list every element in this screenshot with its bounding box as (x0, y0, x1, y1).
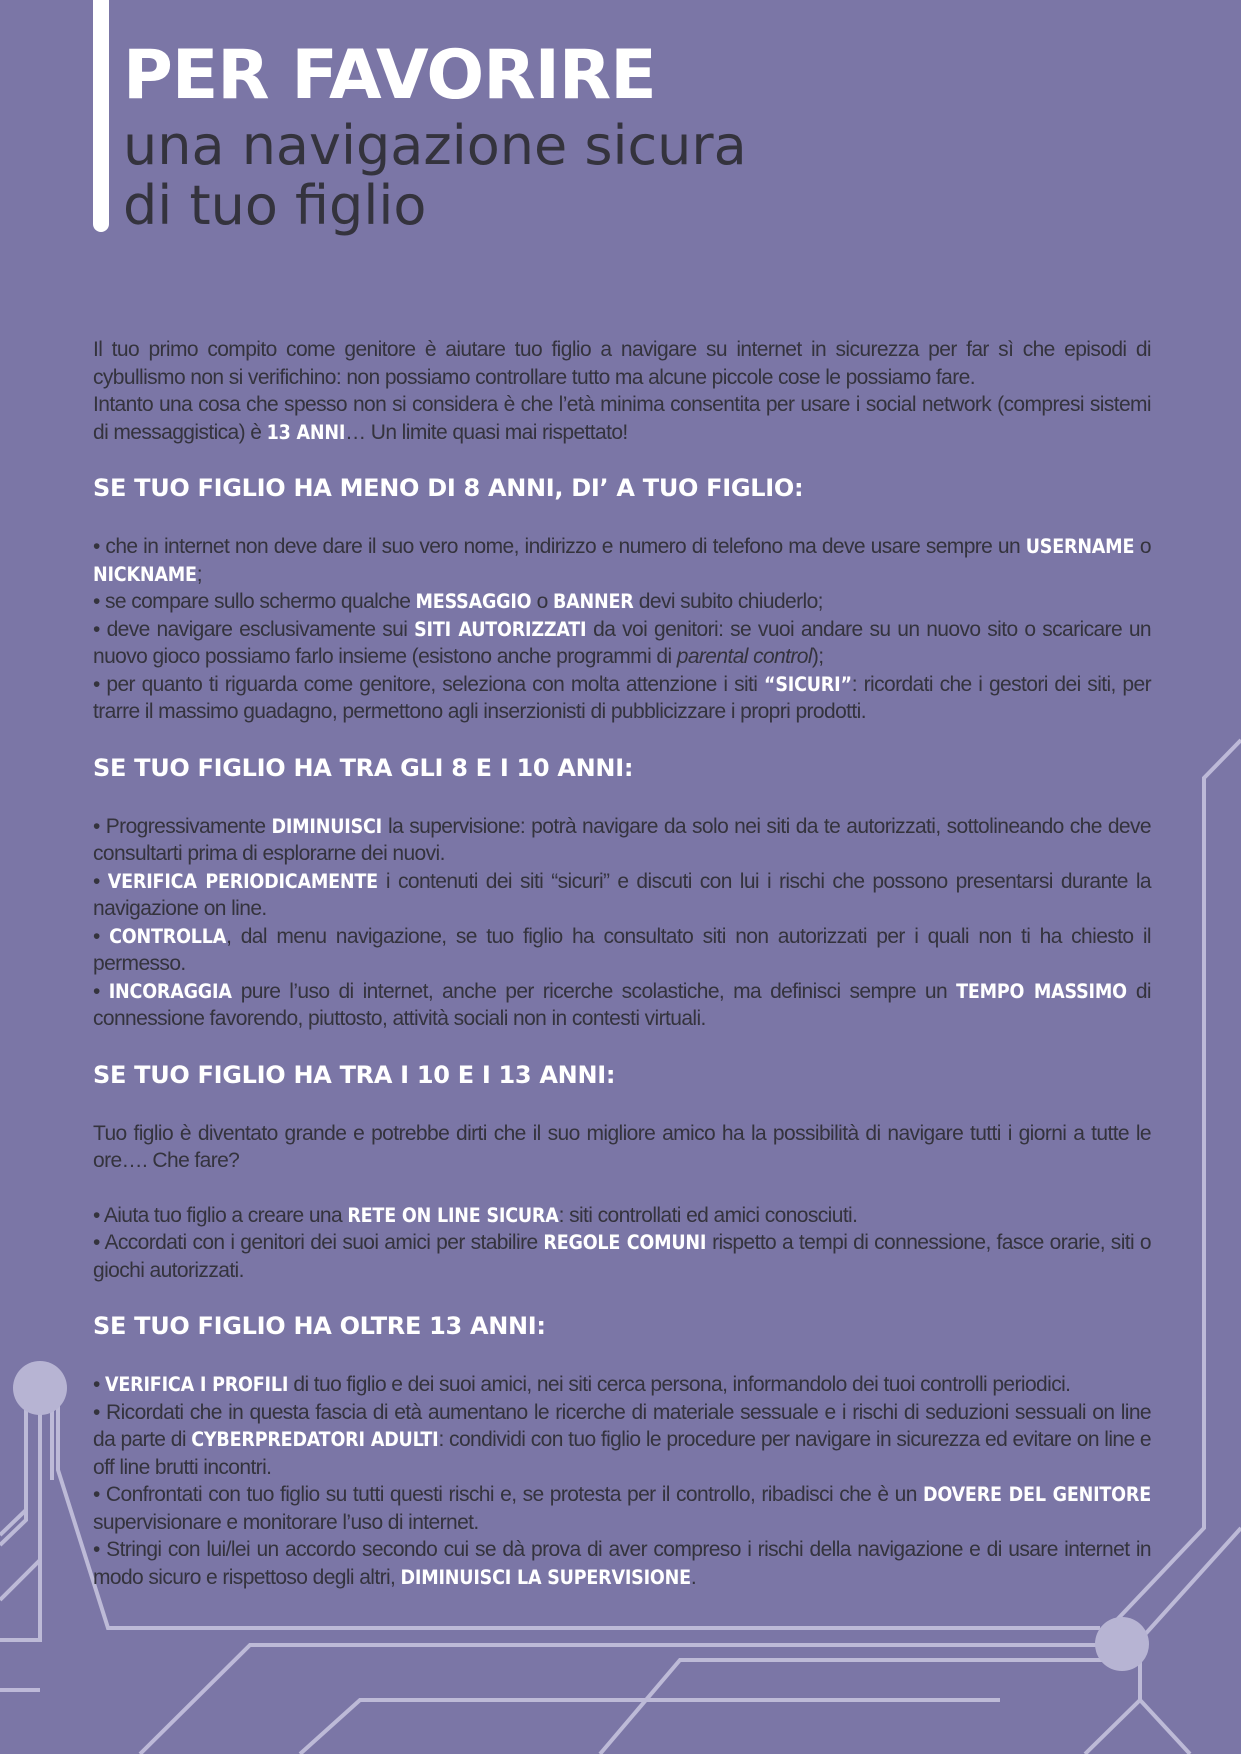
list-item: • Ricordati che in questa fascia di età aumentano le ricerche di materiale sessuale e i rischi di seduzioni sessuali on line da parte di CYBERPREDATORI ADULTI: condividi con tuo figlio le procedure per navigare in sicurezza ed evitare on line e off line brutti incontri. (93, 1400, 1151, 1479)
section-paragraph: Tuo figlio è diventato grande e potrebbe dirti che il suo migliore amico ha la possibilità di navigare tutti i giorni a tutte le ore…. Che fare? (93, 1121, 1151, 1172)
list-item: • che in internet non deve dare il suo vero nome, indirizzo e numero di telefono ma deve usare sempre un USERNAME o NICKNAME; (93, 535, 1151, 586)
list-item: • VERIFICA I PROFILI di tuo figlio e dei suoi amici, nei siti cerca persona, informandolo dei tuoi controlli periodici. (93, 1373, 1071, 1396)
highlight-13-anni: 13 ANNI (266, 420, 346, 444)
subtitle-line-2: di tuo figlio (123, 174, 427, 237)
intro-paragraph-1: Il tuo primo compito come genitore è aiutare tuo figlio a navigare su internet in sicurezza per far sì che episodi di cybullismo non si verifichino: non possiamo controllare tutto ma alcune piccole cose le possiamo fare. (93, 338, 1151, 389)
list-item: • Aiuta tuo figlio a creare una RETE ON LINE SICURA: siti controllati ed amici conosciuti. (93, 1203, 858, 1227)
title-accent-bar (93, 0, 109, 232)
section-heading-under-8: SE TUO FIGLIO HA MENO DI 8 ANNI, DI’ A TUO FIGLIO: (93, 474, 804, 502)
intro-paragraph-2: Intanto una cosa che spesso non si considera è che l’età minima consentita per usare i social network (compresi sistemi di messaggistica) è 13 ANNI… Un limite quasi mai rispettato! (93, 393, 1151, 444)
main-content (93, 336, 1151, 1591)
list-item: • Confrontati con tuo figlio su tutti questi rischi e, se protesta per il controllo, ribadisci che è un DOVERE DEL GENITORE supervisionare e monitorare l’uso di internet. (93, 1483, 1151, 1534)
section-heading-10-13: SE TUO FIGLIO HA TRA I 10 E I 13 ANNI: (93, 1060, 616, 1089)
page-subtitle (123, 116, 747, 236)
section-heading-8-10: SE TUO FIGLIO HA TRA GLI 8 E I 10 ANNI: (93, 753, 634, 782)
list-item: • per quanto ti riguarda come genitore, seleziona con molta attenzione i siti “SICURI”: ricordati che i gestori dei siti, per trarre il massimo guadagno, permettono agli inserzionisti di pubblicizzare i propri prodotti. (93, 672, 1151, 723)
list-item: • VERIFICA PERIODICAMENTE i contenuti dei siti “sicuri” e discuti con lui i rischi che possono presentarsi durante la navigazione on line. (93, 869, 1151, 920)
list-item: • Progressivamente DIMINUISCI la supervisione: potrà navigare da solo nei siti da te autorizzati, sottolineando che deve consultarti prima di esplorarne dei nuovi. (93, 814, 1151, 865)
list-item: • CONTROLLA, dal menu navigazione, se tuo figlio ha consultato siti non autorizzati per i quali non ti ha chiesto il permesso. (93, 924, 1151, 975)
subtitle-line-1: una navigazione sicura (123, 114, 747, 177)
section-heading-over-13: SE TUO FIGLIO HA OLTRE 13 ANNI: (93, 1312, 546, 1340)
list-item: • Accordati con i genitori dei suoi amici per stabilire REGOLE COMUNI rispetto a tempi di connessione, fasce orarie, siti o giochi autorizzati. (93, 1231, 1152, 1282)
page-title: PER FAVORIRE (123, 36, 656, 115)
list-item: • deve navigare esclusivamente sui SITI AUTORIZZATI da voi genitori: se vuoi andare su un nuovo sito o scaricare un nuovo gioco possiamo farlo insieme (esistono anche programmi di parental control); (93, 617, 1151, 668)
list-item: • INCORAGGIA pure l’uso di internet, anche per ricerche scolastiche, ma definisci sempre un TEMPO MASSIMO di connessione favorendo, piuttosto, attività sociali non in contesti virtuali. (93, 979, 1151, 1030)
list-item: • Stringi con lui/lei un accordo secondo cui se dà prova di aver compreso i rischi della navigazione e di usare internet in modo sicuro e rispettoso degli altri, DIMINUISCI LA SUPERVISIONE. (93, 1538, 1151, 1589)
list-item: • se compare sullo schermo qualche MESSAGGIO o BANNER devi subito chiuderlo; (93, 590, 823, 613)
